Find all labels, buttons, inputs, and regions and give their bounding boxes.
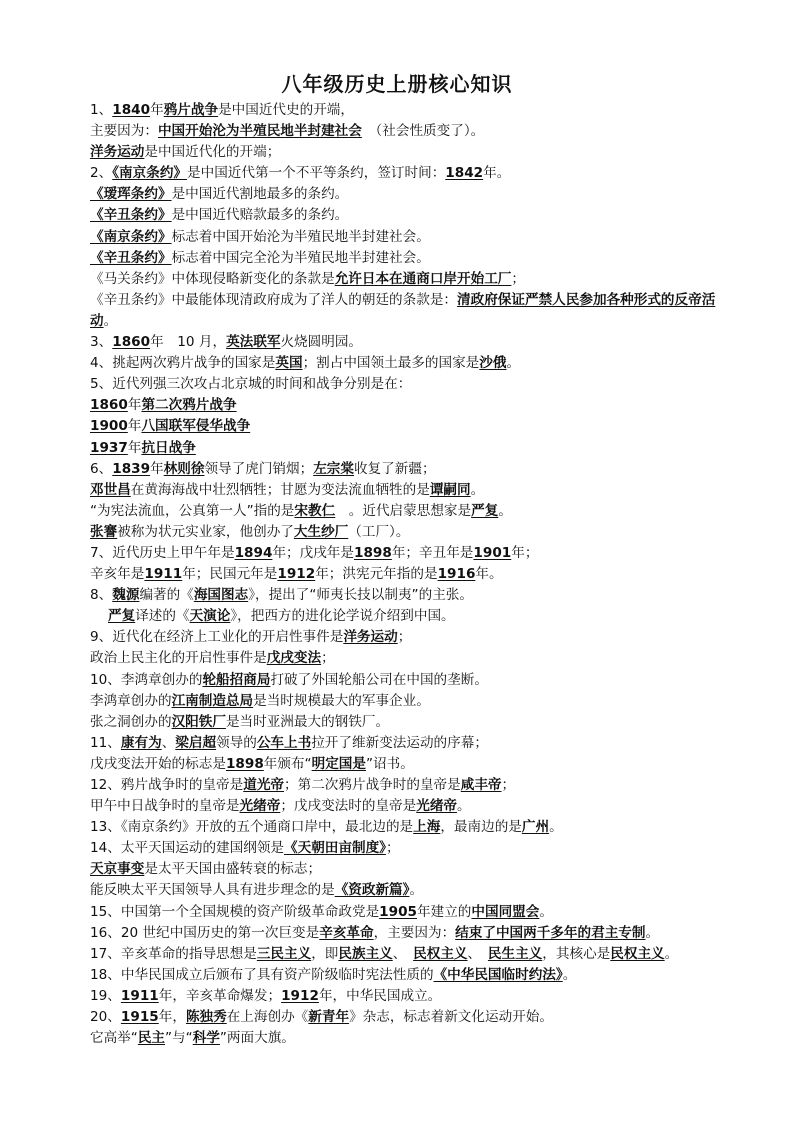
text-segment: 年； [511, 544, 539, 561]
text-line [60, 627, 736, 648]
text-line [60, 944, 736, 965]
text-segment: 是中国近代割地最多的条约。 [171, 186, 349, 203]
key-term: 广州 [521, 819, 550, 836]
text-segment: 在黄海海战中壮烈牺牲；甘愿为变法流血牺牲的是 [130, 481, 430, 498]
text-segment: 17、辛亥革命的指导思想是 [90, 945, 257, 962]
text-segment: 政治上民主化的开启性事件是 [90, 650, 267, 667]
document-body [60, 100, 736, 1049]
text-line [60, 712, 736, 733]
text-segment: 译述的《 [135, 608, 190, 625]
text-segment: 是中国近代史的开端， [218, 102, 354, 118]
key-term: 轮船招商局 [202, 671, 271, 688]
text-segment: 年；辛丑年是 [391, 544, 474, 561]
text-segment: ，即 [311, 945, 339, 962]
text-segment: 》杂志，标志着新文化运动开始。 [349, 1009, 553, 1026]
text-segment: 辛亥年是 [90, 566, 145, 583]
key-term: 1860 [90, 397, 128, 414]
text-segment: 领导的 [216, 734, 257, 751]
key-term: 1860 [112, 334, 151, 351]
key-term: 《资政新篇》 [334, 882, 410, 899]
key-term: 新青年 [308, 1009, 350, 1026]
key-term: 民主 [137, 1030, 166, 1047]
text-segment: 》，把西方的进化论学说介绍到中国。 [230, 608, 455, 625]
key-term: 1911 [120, 987, 159, 1004]
key-term: 三民主义 [256, 945, 312, 962]
text-segment: 年颁布“ [263, 755, 312, 772]
text-line [60, 564, 736, 585]
key-term: 八国联军侵华战争 [141, 418, 251, 435]
text-segment: ； [501, 777, 516, 793]
text-segment: 标志着中国完全沦为半殖民地半封建社会。 [171, 249, 430, 266]
key-term: 1898 [225, 755, 264, 772]
text-segment: ”与“ [165, 1030, 193, 1047]
text-line [60, 121, 736, 142]
text-segment: ，其核心是 [542, 945, 611, 962]
text-line [60, 648, 736, 669]
key-term: 1937 [90, 439, 128, 456]
text-line [60, 438, 736, 459]
text-segment: 被称为状元实业家，他创办了 [117, 523, 294, 540]
text-segment: 。 [645, 924, 660, 941]
key-term: 《瑷珲条约》 [90, 186, 172, 203]
text-segment: 年。 [475, 566, 503, 583]
text-segment: 能反映太平天国领导人具有进步理念的是 [90, 882, 335, 899]
text-segment: 。 [103, 312, 118, 329]
text-segment: 主要因为： [90, 123, 158, 140]
text-line [60, 838, 736, 859]
text-line [60, 290, 736, 332]
key-term: 辛亥革命 [319, 924, 374, 941]
text-segment: 。 [470, 481, 485, 498]
key-term: 严复 [471, 502, 499, 519]
text-segment: 《辛丑条约》中最能体现清政府成为了洋人的朝廷的条款是： [90, 291, 458, 308]
text-segment: 。 [506, 355, 521, 372]
key-term: 梁启超 [175, 734, 217, 751]
text-segment: 6、 [90, 460, 113, 477]
text-segment: 火烧圆明园。 [280, 334, 363, 351]
key-term: 洋务运动 [90, 144, 145, 161]
text-segment: 。 [498, 502, 512, 519]
text-segment: ； [511, 270, 525, 287]
text-segment: 李鸿章创办的 [90, 692, 172, 709]
key-term: 宋教仁 [294, 502, 336, 519]
text-segment: 收复了新疆； [354, 460, 436, 477]
text-segment: 10、李鸿章创办的 [90, 671, 203, 688]
key-term: 公车上书 [256, 734, 312, 751]
key-term: 戊戌变法 [266, 650, 322, 667]
text-segment: 是太平天国由盛转衰的标志； [144, 861, 322, 878]
key-term: 魏源 [112, 587, 140, 604]
text-line [60, 163, 736, 184]
text-segment: 年 [127, 439, 142, 456]
key-term: 1916 [437, 566, 476, 583]
key-term: 1898 [354, 544, 392, 561]
key-term: 1894 [234, 544, 273, 561]
text-segment: 。 [562, 966, 577, 983]
text-segment: 年；民国元年是 [182, 566, 278, 583]
key-term: 1842 [445, 165, 484, 182]
text-segment: 年 [150, 460, 164, 477]
text-segment: 。近代启蒙思想家是 [335, 502, 472, 519]
text-segment: 年， [158, 1009, 186, 1026]
text-line [60, 332, 736, 353]
text-line [60, 775, 736, 796]
text-segment: 7、近代历史上甲午年是 [90, 544, 235, 561]
key-term: 1839 [112, 460, 151, 477]
key-term: 邓世昌 [90, 481, 131, 498]
text-segment: 。 [457, 798, 471, 815]
key-term: 1905 [379, 903, 418, 920]
key-term: 江南制造总局 [171, 692, 254, 709]
key-term: 《南京条约》 [90, 228, 172, 245]
key-term: 《南京条约》 [112, 165, 188, 182]
text-segment: 14、太平天国运动的建国纲领是 [90, 840, 285, 857]
text-segment: 在上海创办《 [226, 1009, 309, 1026]
text-segment: 是中国近代第一个不平等条约，签订时间： [187, 165, 446, 182]
document-title: 八年级历史上册核心知识 [281, 72, 513, 96]
text-segment: 4、挑起两次鸦片战争的国家是 [90, 355, 276, 372]
text-segment: 《马关条约》中体现侵略新变化的条款是 [90, 270, 335, 287]
text-segment: 11、 [90, 734, 121, 751]
key-term: 结束了中国两千多年的君主专制 [455, 924, 646, 941]
text-line [60, 902, 736, 923]
text-line [60, 1007, 736, 1028]
text-segment: 1、 [90, 102, 113, 118]
text-segment: 年 [127, 418, 142, 435]
text-segment: 2、 [90, 165, 113, 182]
text-segment: 领导了虎门销烟； [204, 460, 314, 477]
text-segment: ”诏书。 [365, 755, 414, 772]
text-line [60, 754, 736, 775]
text-line [60, 480, 736, 501]
text-segment: ；第二次鸦片战争时的皇帝是 [284, 777, 461, 793]
text-segment: 19、 [90, 987, 121, 1004]
key-term: 鸦片战争 [163, 102, 219, 118]
key-term: 1900 [90, 418, 128, 435]
key-term: 张謇 [90, 523, 118, 540]
text-segment: 18、中华民国成立后颁布了具有资产阶级临时宪法性质的 [90, 966, 434, 983]
key-term: 天京事变 [90, 861, 145, 878]
text-segment: 编著的《 [139, 587, 194, 604]
key-term: 民权主义 [610, 945, 665, 962]
key-term: 《中华民国临时约法》 [433, 966, 563, 983]
text-segment: 年。 [483, 165, 511, 182]
text-line [60, 1028, 736, 1049]
key-term: 洋务运动 [343, 629, 398, 646]
key-term: 海国图志 [193, 587, 249, 604]
text-segment: 是当时亚洲最大的钢铁厂。 [225, 713, 390, 730]
text-segment: 》，提出了“师夷长技以制夷”的主张。 [248, 587, 473, 604]
text-segment: ；割占中国领土最多的国家是 [302, 355, 480, 372]
text-segment: ，最南边的是 [440, 819, 522, 836]
key-term: 1840 [112, 102, 151, 118]
key-term: 咸丰帝 [460, 777, 502, 793]
text-line [60, 395, 736, 416]
key-term: 英法联军 [226, 334, 281, 351]
text-segment: 、 [467, 945, 488, 962]
key-term: 英国 [275, 355, 303, 372]
key-term: 道光帝 [243, 777, 285, 793]
key-term: 《天朝田亩制度》 [284, 840, 386, 857]
text-segment: 12、鸦片战争时的皇帝是 [90, 777, 244, 793]
text-segment: 拉开了维新变法运动的序幕； [311, 734, 488, 751]
text-line [60, 416, 736, 437]
key-term: 林则徐 [163, 460, 205, 477]
text-segment: 是中国近代化的开端； [144, 144, 281, 161]
key-term: 科学 [192, 1030, 220, 1047]
key-term: 清政府保证严禁人民参加各种形式的反帝活动 [90, 291, 716, 329]
text-segment: ； [397, 629, 412, 646]
text-line [60, 859, 736, 880]
text-segment: 是中国近代赔款最多的条约。 [171, 207, 349, 224]
text-segment: 年；戊戌年是 [272, 544, 354, 561]
text-line [60, 986, 736, 1007]
text-line [60, 205, 736, 226]
text-segment: 、 [161, 734, 176, 751]
key-term: 第二次鸦片战争 [141, 397, 237, 414]
text-segment: （社会性质变了）。 [361, 123, 485, 140]
key-term: 谭嗣同 [429, 481, 471, 498]
text-segment: ； [321, 650, 335, 667]
text-segment: 5、近代列强三次攻占北京城的时间和战争分别是在： [90, 376, 412, 393]
key-term: 光绪帝 [239, 798, 281, 815]
text-line [60, 501, 736, 522]
key-term: 《辛丑条约》 [90, 249, 172, 266]
text-segment: 。 [549, 819, 563, 836]
key-term: 光绪帝 [416, 798, 458, 815]
key-term: 天演论 [189, 608, 231, 625]
text-segment: 9、近代化在经济上工业化的开启性事件是 [90, 629, 344, 646]
text-line [60, 606, 736, 627]
key-term: 允许日本在通商口岸开始工厂 [334, 270, 512, 287]
text-segment: ； [385, 840, 400, 857]
text-segment: 戊戌变法开始的标志是 [90, 755, 226, 772]
text-line [60, 796, 736, 817]
text-line [60, 522, 736, 543]
text-line [60, 353, 736, 374]
text-segment: 16、20 世纪中国历史的第一次巨变是 [90, 924, 320, 941]
text-line [60, 142, 736, 163]
text-segment: 甲午中日战争时的皇帝是 [90, 798, 240, 815]
text-segment: 年；洪宪元年指的是 [315, 566, 438, 583]
text-segment: 年，中华民国成立。 [318, 987, 442, 1004]
text-segment: （工厂）。 [348, 523, 410, 540]
key-term: 康有为 [120, 734, 162, 751]
key-term: 左宗棠 [313, 460, 354, 477]
text-line [60, 691, 736, 712]
text-segment: 。 [664, 945, 679, 962]
text-line [60, 374, 736, 395]
text-segment: 年 [127, 397, 142, 414]
text-segment: ，主要因为： [373, 924, 456, 941]
text-line [60, 923, 736, 944]
text-line [60, 100, 736, 121]
key-term: 民权主义 [413, 945, 468, 962]
text-segment: 年，辛亥革命爆发； [158, 987, 282, 1004]
text-line [60, 248, 736, 269]
text-segment: 3、 [90, 334, 113, 351]
text-segment: 打破了外国轮船公司在中国的垄断。 [270, 671, 488, 688]
text-segment: 20、 [90, 1009, 121, 1026]
text-line [60, 585, 736, 606]
key-term: 沙俄 [479, 355, 507, 372]
text-segment: 是当时规模最大的军事企业。 [253, 692, 430, 709]
text-line [60, 459, 736, 480]
text-line [60, 543, 736, 564]
text-line [60, 184, 736, 205]
text-segment: ；戊戌变法时的皇帝是 [280, 798, 417, 815]
text-segment: 它高举“ [90, 1030, 138, 1047]
text-line [60, 227, 736, 248]
text-line [60, 965, 736, 986]
key-term: 1912 [281, 987, 319, 1004]
key-term: 上海 [413, 819, 441, 836]
text-segment: 8、 [90, 587, 113, 604]
key-term: 《辛丑条约》 [90, 207, 172, 224]
text-segment: 年 10 月， [150, 334, 227, 351]
key-term: 民生主义 [487, 945, 543, 962]
key-term: 1911 [144, 566, 183, 583]
text-line [60, 269, 736, 290]
key-term: 大生纱厂 [293, 523, 349, 540]
text-segment: 标志着中国开始沦为半殖民地半封建社会。 [171, 228, 430, 245]
text-line [60, 880, 736, 901]
text-line [60, 670, 736, 691]
text-segment: 年建立的 [417, 903, 472, 920]
key-term: 民族主义 [338, 945, 393, 962]
text-segment: 张之洞创办的 [90, 713, 172, 730]
text-segment: ”两面大旗。 [219, 1030, 295, 1047]
text-segment: 。 [539, 903, 553, 920]
key-term: 1915 [120, 1009, 159, 1026]
text-segment: 、 [392, 945, 414, 962]
key-term: 明定国是 [311, 755, 366, 772]
key-term: 陈独秀 [185, 1009, 227, 1026]
key-term: 中国同盟会 [471, 903, 540, 920]
text-segment: “为宪法流血，公真第一人”指的是 [90, 502, 295, 519]
text-segment: 。 [409, 882, 424, 899]
key-term: 中国开始沦为半殖民地半封建社会 [157, 123, 362, 140]
text-segment: 年 [150, 102, 164, 118]
text-segment: 15、中国第一个全国规模的资产阶级革命政党是 [90, 903, 380, 920]
text-segment: 13、《南京条约》开放的五个通商口岸中，最北边的是 [90, 819, 414, 836]
text-line [60, 817, 736, 838]
text-line [60, 733, 736, 754]
key-term: 汉阳铁厂 [171, 713, 226, 730]
key-term: 抗日战争 [141, 439, 196, 456]
key-term: 1912 [277, 566, 316, 583]
key-term: 严复 [108, 608, 136, 625]
key-term: 1901 [473, 544, 512, 561]
